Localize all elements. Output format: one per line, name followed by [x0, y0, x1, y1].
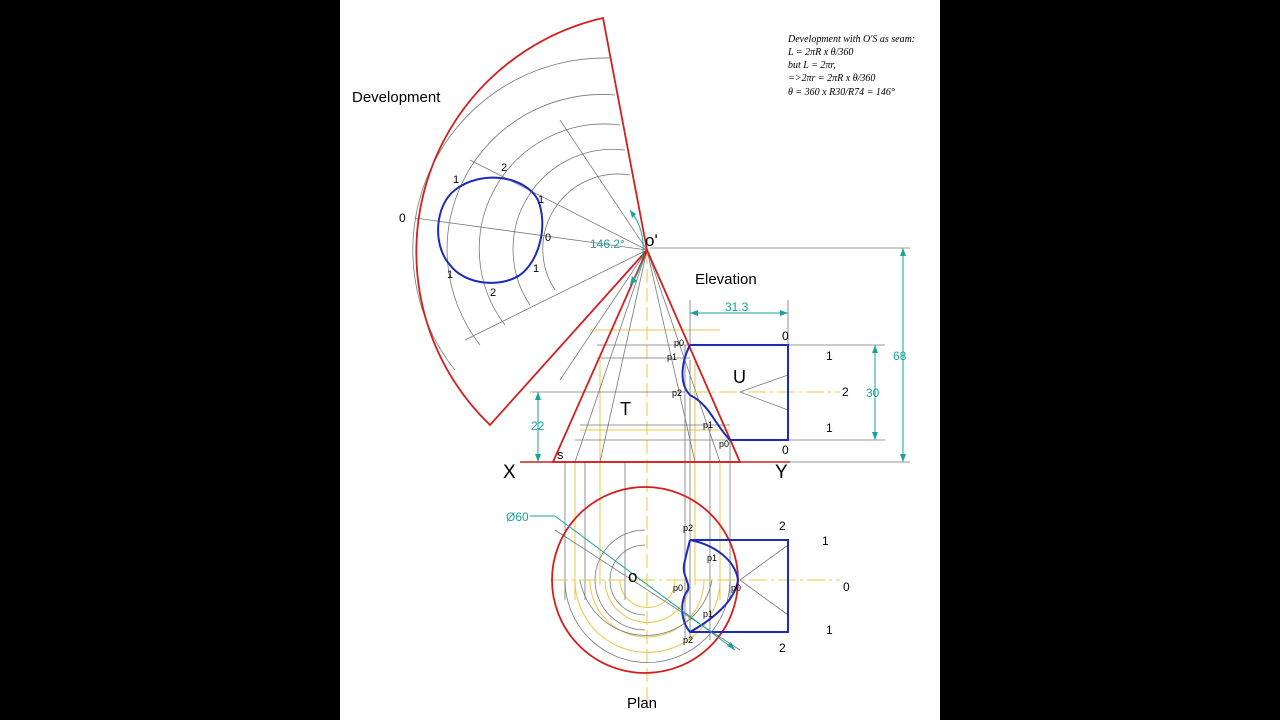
- elev-p2: p2: [672, 388, 683, 398]
- dev-gen-1-bottom: 1: [447, 269, 454, 281]
- plan-p0-left: p0: [673, 583, 684, 593]
- label-cone: T: [620, 399, 631, 419]
- elev-gen-0-top: 0: [782, 329, 789, 343]
- dim-offset: 31.3: [725, 300, 749, 314]
- plan-gen-2-bottom: 2: [779, 641, 786, 655]
- plan-gen-2-top: 2: [779, 519, 786, 533]
- plan-p2-top: p2: [683, 523, 694, 533]
- plan-gen-1-bottom: 1: [826, 623, 833, 637]
- label-apex-plan: o: [628, 567, 638, 586]
- development-curve: [438, 178, 545, 283]
- dev-gen-1-top: 1: [453, 174, 460, 186]
- label-apex-elevation: o': [645, 231, 658, 250]
- elev-gen-1-bottom: 1: [826, 421, 833, 435]
- elev-p0-bottom: p0: [719, 439, 730, 449]
- view-label-plan: Plan: [627, 695, 658, 712]
- elev-p1-bottom: p1: [703, 420, 714, 430]
- dim-base-dia: Ø60: [506, 510, 529, 524]
- plan-p2-bottom: p2: [683, 635, 694, 645]
- label-cylinder: U: [733, 367, 746, 387]
- dev-gen-1-right: 1: [538, 194, 545, 206]
- note-line-1: Development with O'S as seam:: [788, 34, 916, 45]
- note-line-2: L = 2πR x θ/360: [788, 47, 854, 58]
- elev-gen-1-top: 1: [826, 349, 833, 363]
- view-label-development: Development: [352, 89, 441, 106]
- elev-p0-top: p0: [674, 338, 685, 348]
- development-sector: [416, 18, 647, 425]
- dim-cylinder-dia: 30: [866, 386, 880, 400]
- view-label-elevation: Elevation: [695, 271, 757, 288]
- plan-gen-1-top: 1: [822, 534, 829, 548]
- label-s: s: [557, 447, 564, 462]
- dim-axis-height: 22: [531, 419, 545, 433]
- elev-gen-2: 2: [842, 385, 849, 399]
- label-x: X: [503, 462, 516, 483]
- label-y: Y: [775, 462, 788, 483]
- note-line-5: θ = 360 x R30/R74 = 146°: [788, 87, 895, 98]
- elev-p1-top: p1: [667, 352, 678, 362]
- dim-height: 68: [893, 349, 907, 363]
- dev-gen-1-bottom-right: 1: [533, 263, 540, 275]
- plan-p1-bottom: p1: [703, 609, 714, 619]
- plan-p0-right: p0: [731, 583, 742, 593]
- plan-p1-top: p1: [707, 553, 718, 563]
- dim-angle: 146.2°: [590, 237, 625, 251]
- dev-gen-2-bottom: 2: [490, 287, 497, 299]
- dev-gen-0-outer: 0: [399, 211, 406, 225]
- note-line-3: but L = 2πr,: [788, 60, 836, 71]
- thin-lines: [413, 58, 910, 663]
- dev-gen-0-inner: 0: [545, 232, 552, 244]
- dev-gen-2-top: 2: [501, 162, 508, 174]
- labels: [352, 34, 915, 712]
- plan-gen-0: 0: [843, 580, 850, 594]
- elev-gen-0-bottom: 0: [782, 443, 789, 457]
- note-line-4: =>2πr = 2πR x θ/360: [788, 73, 876, 84]
